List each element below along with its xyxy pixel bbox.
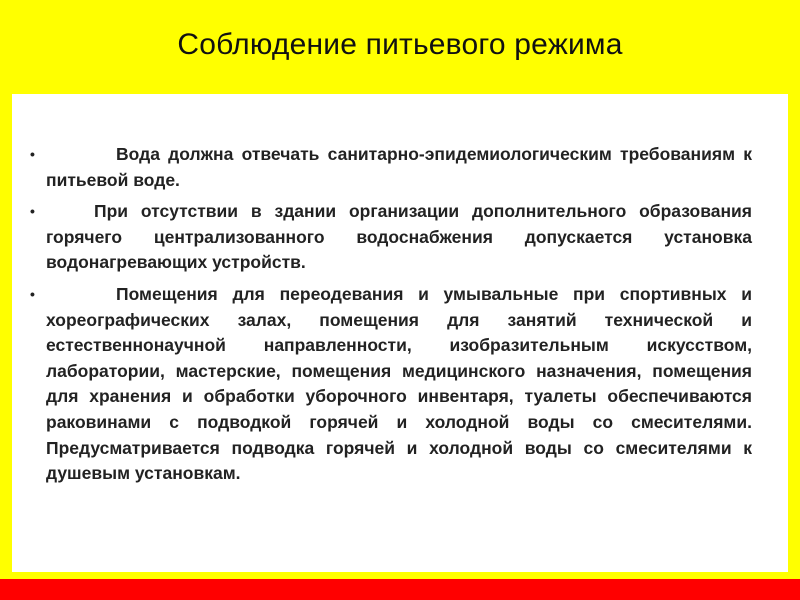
bullet-text: Вода должна отвечать санитарно-эпидемиологическим требованиям к питьевой воде. — [46, 144, 752, 190]
bottom-accent-bar — [0, 579, 800, 600]
bullet-icon: • — [30, 146, 35, 162]
bullet-item — [30, 199, 752, 276]
bullet-text: При отсутствии в здании организации дополнительного образования горячего централизованного водоснабжения допускается установка водонагревающих устройств. — [46, 201, 752, 273]
bullet-list — [30, 142, 752, 493]
bullet-text: Помещения для переодевания и умывальные при спортивных и хореографических залах, помещения для занятий технической и естественнонаучной направленности, изобразительным искусством, лаборатории, мастерские, помещения медицинского назначения, помещения для хранения и обработки уборочного инвентаря, туалеты обеспечиваются раковинами с подводкой горячей и холодной воды со смесителями. Предусматривается подводка горячей и холодной воды со смесителями к душевым установкам. — [46, 283, 752, 484]
bullet-item — [30, 282, 752, 487]
bullet-item — [30, 142, 752, 193]
bullet-icon: • — [30, 285, 35, 302]
slide-title: Соблюдение питьевого режима — [177, 28, 623, 61]
bullet-icon: • — [30, 203, 35, 220]
